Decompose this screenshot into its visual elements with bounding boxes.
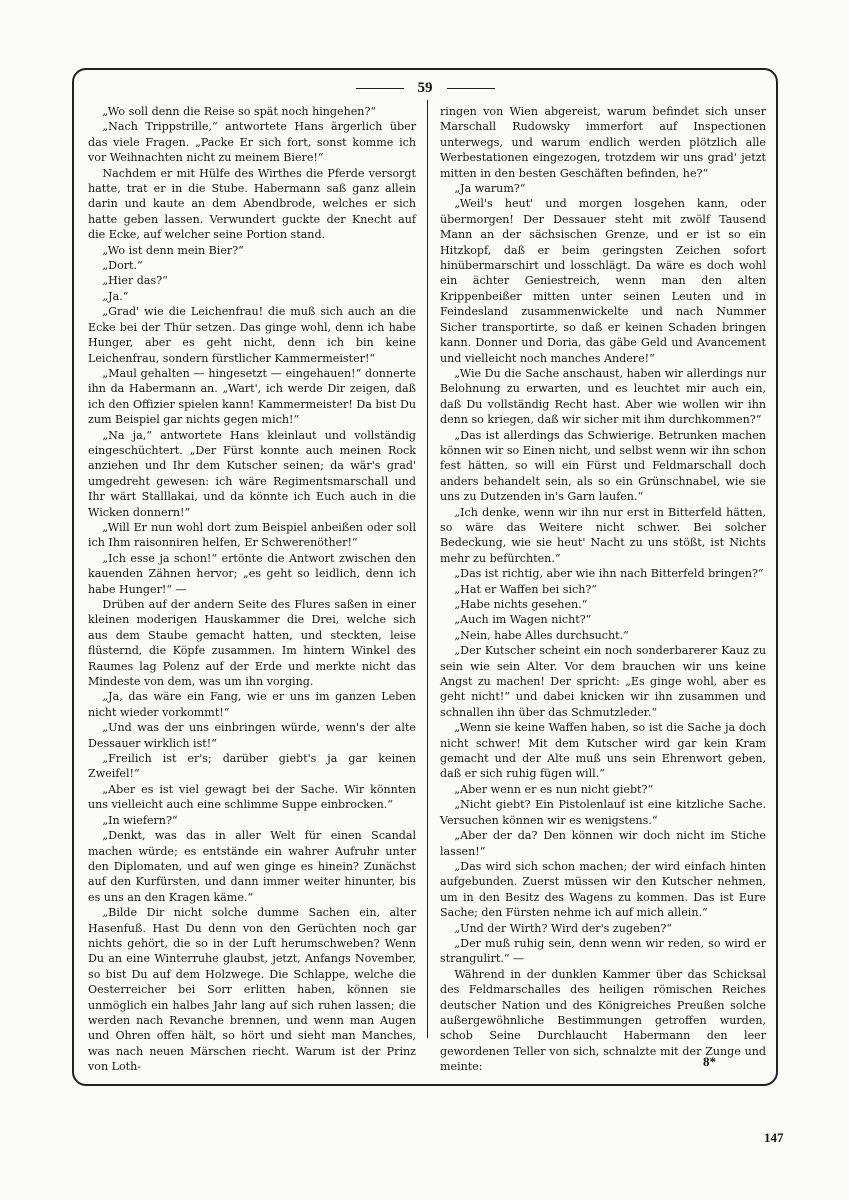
paragraph: „Wo soll denn die Reise so spät noch hingehen?“ [102, 105, 377, 118]
paragraph: „Maul gehalten — hingesetzt — eingehauen!“ donnerte ihn da Habermann an. „Wart', ich werde Dir zeigen, daß ich den Offizier spielen kann! Kammermeister! Da bist Du zum Beispiel gar nichts gegen mich!“ [88, 366, 416, 427]
paragraph: „Hat er Waffen bei sich?“ [454, 582, 597, 596]
left-column [88, 104, 416, 1074]
paragraph: „Wie Du die Sache anschaust, haben wir allerdings nur Belohnung zu erwarten, und es leuchtet mir auch ein, daß Du vollständig Recht hast. Aber wie wollen wir ihn denn so kriegen, daß wir sicher mit ihm durchkommen?“ [440, 366, 766, 427]
paragraph: „Nicht giebt? Ein Pistolenlauf ist eine kitzliche Sache. Versuchen können wir es wenigstens.“ [440, 798, 766, 827]
paragraph: „Habe nichts gesehen.“ [454, 598, 588, 611]
paragraph: „Nach Trippstrille,“ antwortete Hans ärgerlich über das viele Fragen. „Packe Er sich fort, sonst komme ich vor Weihnachten nicht zu meinem Biere!“ [88, 120, 416, 165]
paragraph: Nachdem er mit Hülfe des Wirthes die Pferde versorgt hatte, trat er in die Stube. Habermann saß ganz allein darin und kaute an dem Abendbrode, welches er sich hatte geben lassen. Verwundert guckte der Knecht auf die Ecke, auf welcher seine Portion stand. [88, 166, 416, 242]
paragraph: „Auch im Wagen nicht?“ [454, 613, 592, 627]
paragraph: „Und der Wirth? Wird der's zugeben?“ [454, 921, 672, 935]
paragraph: Drüben auf der andern Seite des Flures saßen in einer kleinen moderigen Hauskammer die Drei, welche sich aus dem Staube gemacht hatten, und steckten, leise flüsternd, die Köpfe zusammen. Im hintern Winkel des Raumes lag Polenz auf der Erde und merkte nicht das Mindeste von dem, was um ihn vorging. [88, 598, 416, 689]
column-divider [427, 100, 428, 1038]
header-rule-right [447, 88, 495, 89]
paragraph: „Denkt, was das in aller Welt für einen Scandal machen würde; es entstände ein wahrer Aufruhr unter den Diplomaten, und auf wen ginge es hinein? Zunächst auf den Kurfürsten, und dann immer weiter hinunter, bis es uns an den Kragen käme.“ [88, 829, 416, 904]
paragraph: „Ich denke, wenn wir ihn nur erst in Bitterfeld hätten, so wäre das Weitere nicht schwer. Bei solcher Bedeckung, wie sie heut' Nacht zu uns stößt, ist Nichts mehr zu befürchten.“ [440, 505, 766, 565]
page-number: 59 [417, 80, 433, 96]
paragraph: „Will Er nun wohl dort zum Beispiel anbeißen oder soll ich Ihm raisonniren helfen, Er Schwerenöther!“ [88, 520, 416, 550]
paragraph: „Ich esse ja schon!“ ertönte die Antwort zwischen den kauenden Zähnen hervor; „es geht so leidlich, denn ich habe Hunger!“ — [88, 551, 416, 596]
paragraph: „Weil's heut' und morgen losgehen kann, oder übermorgen! Der Dessauer steht mit zwölf Tausend Mann an der sächsischen Grenze, und er ist so ein Hitzkopf, daß er beim geringsten Zeichen sofort hinübermarschirt und losschlägt. Da wäre es doch wohl ein ächter Geniestreich, wenn man den alten Krippenbeißer mitten unter seinen Leuten und in Feindesland zusammenwickelte und nach Nummer Sicher transportirte, so daß er keinen Schaden bringen kann. Donner und Doria, das gäbe Geld und Avancement und vielleicht noch manches Andere!“ [440, 197, 766, 365]
header-rule-left [356, 88, 404, 89]
signature-mark: 8* [703, 1054, 716, 1069]
page-header [74, 80, 776, 97]
paragraph: „Ja, das wäre ein Fang, wie er uns im ganzen Leben nicht wieder vorkommt!“ [88, 690, 416, 719]
paragraph: „Ja warum?“ [454, 182, 526, 196]
paragraph: „Na ja,“ antwortete Hans kleinlaut und vollständig eingeschüchtert. „Der Fürst konnte auch meinen Rock anziehen und Ihr dem Kutscher seinen; da wär's grad' umgedreht gewesen: ich wäre Regimentsmarschall und Ihr wärt Stalllakai, und da könnte ich Euch auch in die Wicken donnern!“ [88, 428, 416, 519]
paragraph: „Nein, habe Alles durchsucht.“ [454, 628, 629, 642]
paragraph: „Wo ist denn mein Bier?“ [102, 243, 244, 257]
paragraph: „Hier das?“ [102, 274, 168, 288]
paragraph: „Grad' wie die Leichenfrau! die muß sich auch an die Ecke bei der Thür setzen. Das ginge wohl, denn ich habe Hunger, aber es geht nicht, denn ich bin keine Leichenfrau, sondern fürstlicher Kammermeister!“ [88, 305, 416, 365]
paragraph: „Das ist richtig, aber wie ihn nach Bitterfeld bringen?“ [454, 567, 764, 581]
paragraph: „Aber wenn er es nun nicht giebt?“ [454, 782, 654, 796]
paragraph: „Das wird sich schon machen; der wird einfach hinten aufgebunden. Zuerst müssen wir den Kutscher nehmen, um in den Besitz des Wagens zu kommen. Das ist Eure Sache; den Fürsten nehme ich auf mich allein.“ [440, 859, 766, 920]
paragraph: Während in der dunklen Kammer über das Schicksal des Feldmarschalles des heiligen römischen Reiches deutscher Nation und des Königreiches Preußen solche außergewöhnliche Bestimmungen getroffen wurden, schob Seine Durchlaucht Habermann den leer gewordenen Teller von sich, schnalzte mit der Zunge und meinte: [440, 967, 766, 1074]
paragraph: „Freilich ist er's; darüber giebt's ja gar keinen Zweifel!“ [88, 752, 416, 781]
paragraph: „Der muß ruhig sein, denn wenn wir reden, so wird er strangulirt.“ — [440, 936, 766, 966]
paragraph: „Und was der uns einbringen würde, wenn's der alte Dessauer wirklich ist!“ [88, 721, 416, 750]
right-column [440, 104, 766, 1074]
folio-number: 147 [764, 1130, 784, 1145]
paragraph: „Das ist allerdings das Schwierige. Betrunken machen können wir so Einen nicht, und selbst wenn wir ihn schon fest hätten, so will ein Fürst und Feldmarschall doch anders behandelt sein, als so ein Grünschnabel, wie sie uns zu Dutzenden in's Garn laufen.“ [440, 428, 766, 504]
paragraph: „Dort.“ [102, 259, 143, 273]
paragraph: „Bilde Dir nicht solche dumme Sachen ein, alter Hasenfuß. Hast Du denn von den Gerüchten noch gar nichts gehört, die so in der Luft herumschweben? Wenn Du an eine Winterruhe glaubst, jetzt, Anfangs November, so bist Du auf dem Holzwege. Die Schlappe, welche die Oesterreicher bei Sorr erlitten haben, können sie unmöglich ein halbes Jahr lang auf sich ruhen lassen; die werden nach Revanche brennen, und wenn man Augen und Ohren offen hält, so hört und sieht man Manches, was nach neuen Märschen riecht. Warum ist der Prinz von Loth- [88, 906, 416, 1074]
paragraph-continuation: ringen von Wien abgereist, warum befindet sich unser Marschall Rudowsky immerfort auf Inspectionen unterwegs, und warum endlich werden plötzlich alle Werbestationen eingezogen, trotzdem wir uns grad' jetzt mitten in den besten Geschäften befinden, he?“ [440, 105, 766, 180]
paragraph: „Wenn sie keine Waffen haben, so ist die Sache ja doch nicht schwer! Mit dem Kutscher wird gar kein Kram gemacht und der Alte muß uns sein Ehrenwort geben, daß er sich ruhig fügen will.“ [440, 721, 766, 781]
paragraph: „Der Kutscher scheint ein noch sonderbarerer Kauz zu sein wie sein Alter. Vor dem brauchen wir uns keine Angst zu machen! Der spricht: „Es ginge wohl, aber es geht nicht!“ und dabei knicken wir ihn zusammen und schnallen ihn über das Schmutzleder.“ [440, 644, 766, 719]
paragraph: „Aber es ist viel gewagt bei der Sache. Wir könnten uns vielleicht auch eine schlimme Suppe einbrocken.“ [88, 782, 416, 812]
paragraph: „In wiefern?“ [102, 813, 178, 827]
paragraph: „Ja.“ [102, 289, 129, 303]
page-frame [72, 68, 778, 1086]
paragraph: „Aber der da? Den können wir doch nicht im Stiche lassen!“ [440, 829, 766, 858]
